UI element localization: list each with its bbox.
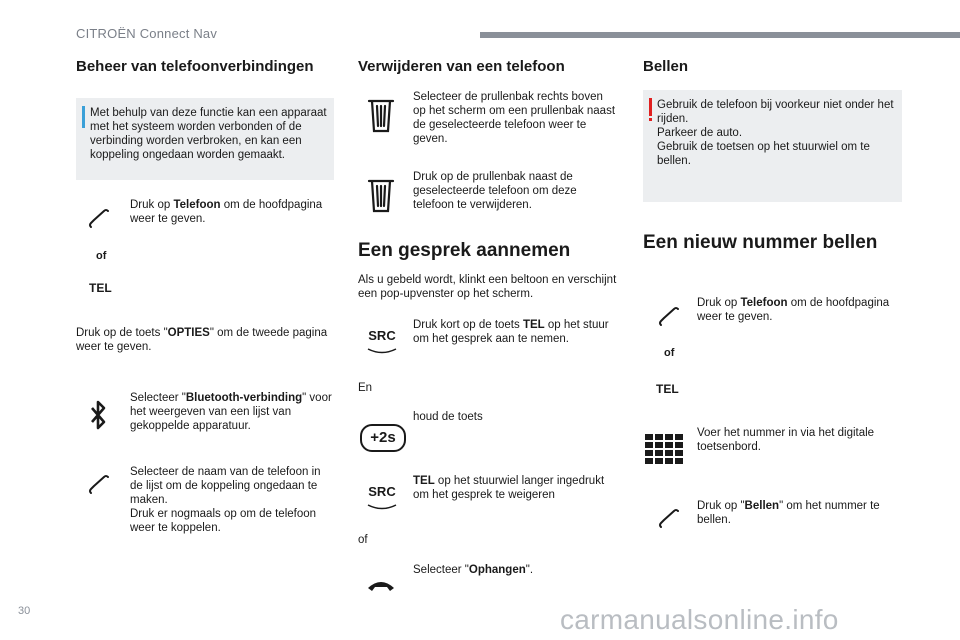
or-label: of xyxy=(664,347,675,359)
new-call-step-1: Druk op Telefoon om de hoofdpagina weer te geven. xyxy=(697,297,890,323)
tel-key-label: TEL xyxy=(656,382,679,396)
new-call-step-2: Voer het nummer in via het digitale toetsenbord. xyxy=(697,427,875,453)
page-number: 30 xyxy=(18,605,31,617)
touch-icon xyxy=(656,506,682,532)
hang-up-step: Selecteer "Ophangen". xyxy=(413,564,534,576)
or-label: of xyxy=(358,534,368,546)
section-title-new-number: Een nieuw nummer bellen xyxy=(643,232,878,253)
info-box xyxy=(76,98,334,180)
answer-intro: Als u gebeld wordt, klinkt een beltoon en verschijnt een pop-upvenster op het scherm. xyxy=(358,274,617,300)
steering-button-icon xyxy=(366,346,398,356)
step-bluetooth: Selecteer "Bluetooth-verbinding" voor het weergeven van een lijst van gekoppelde apparatuur. xyxy=(130,392,332,432)
new-call-step-3: Druk op "Bellen" om het nummer te bellen. xyxy=(697,500,880,526)
section-title-delete: Verwijderen van een telefoon xyxy=(358,58,565,75)
section-title-call: Bellen xyxy=(643,58,689,75)
step-phone-home: Druk op Telefoon om de hoofdpagina weer te geven. xyxy=(130,199,323,225)
reject-step: TEL op het stuurwiel langer ingedrukt om het gesprek te weigeren xyxy=(413,475,605,501)
hold-2s-icon: +2s xyxy=(360,424,406,452)
section-title-connections: Beheer van telefoonverbindingen xyxy=(76,58,314,75)
phone-icon xyxy=(86,206,112,232)
trash-icon xyxy=(366,176,396,216)
src-key-label: SRC xyxy=(368,484,396,499)
delete-step-1: Selecteer de prullenbak rechts boven op het scherm om een prullenbak naast de geselecteerde telefoon weer te geven. xyxy=(413,91,616,145)
info-bar xyxy=(82,106,85,128)
keypad-icon xyxy=(645,434,685,464)
touch-icon xyxy=(86,472,112,498)
brand-header: CITROËN Connect Nav xyxy=(76,26,218,41)
section-title-answer: Een gesprek aannemen xyxy=(358,240,571,261)
tel-key-label: TEL xyxy=(89,281,112,295)
trash-icon xyxy=(366,96,396,136)
steering-button-icon xyxy=(366,502,398,512)
hold-key-text: houd de toets xyxy=(413,411,483,423)
header-bar xyxy=(480,32,960,38)
step-select-phone: Selecteer de naam van de telefoon in de lijst om de koppeling ongedaan te maken. Druk er nogmaals op om de telefoon weer te koppelen. xyxy=(130,466,321,534)
options-paragraph: Druk op de toets "OPTIES" om de tweede pagina weer te geven. xyxy=(76,327,328,353)
bluetooth-icon xyxy=(88,398,108,434)
src-key-label: SRC xyxy=(368,328,396,343)
warning-text: Gebruik de telefoon bij voorkeur niet onder het rijden. Parkeer de auto. Gebruik de toetsen op het stuurwiel om te bellen. xyxy=(657,99,894,167)
warning-box xyxy=(643,90,902,202)
or-label: of xyxy=(96,250,107,262)
answer-step: Druk kort op de toets TEL op het stuur om het gesprek aan te nemen. xyxy=(413,319,609,345)
and-label: En xyxy=(358,382,373,394)
watermark: carmanualsonline.info xyxy=(560,604,839,635)
hang-up-icon xyxy=(366,576,396,594)
phone-icon xyxy=(656,304,682,330)
delete-step-2: Druk op de prullenbak naast de geselecteerde telefoon om deze telefoon te verwijderen. xyxy=(413,171,577,211)
warning-icon xyxy=(649,98,652,116)
info-text: Met behulp van deze functie kan een apparaat met het systeem worden verbonden of de verbinding worden verbroken, en kan een koppeling ongedaan worden gemaakt. xyxy=(90,107,327,161)
